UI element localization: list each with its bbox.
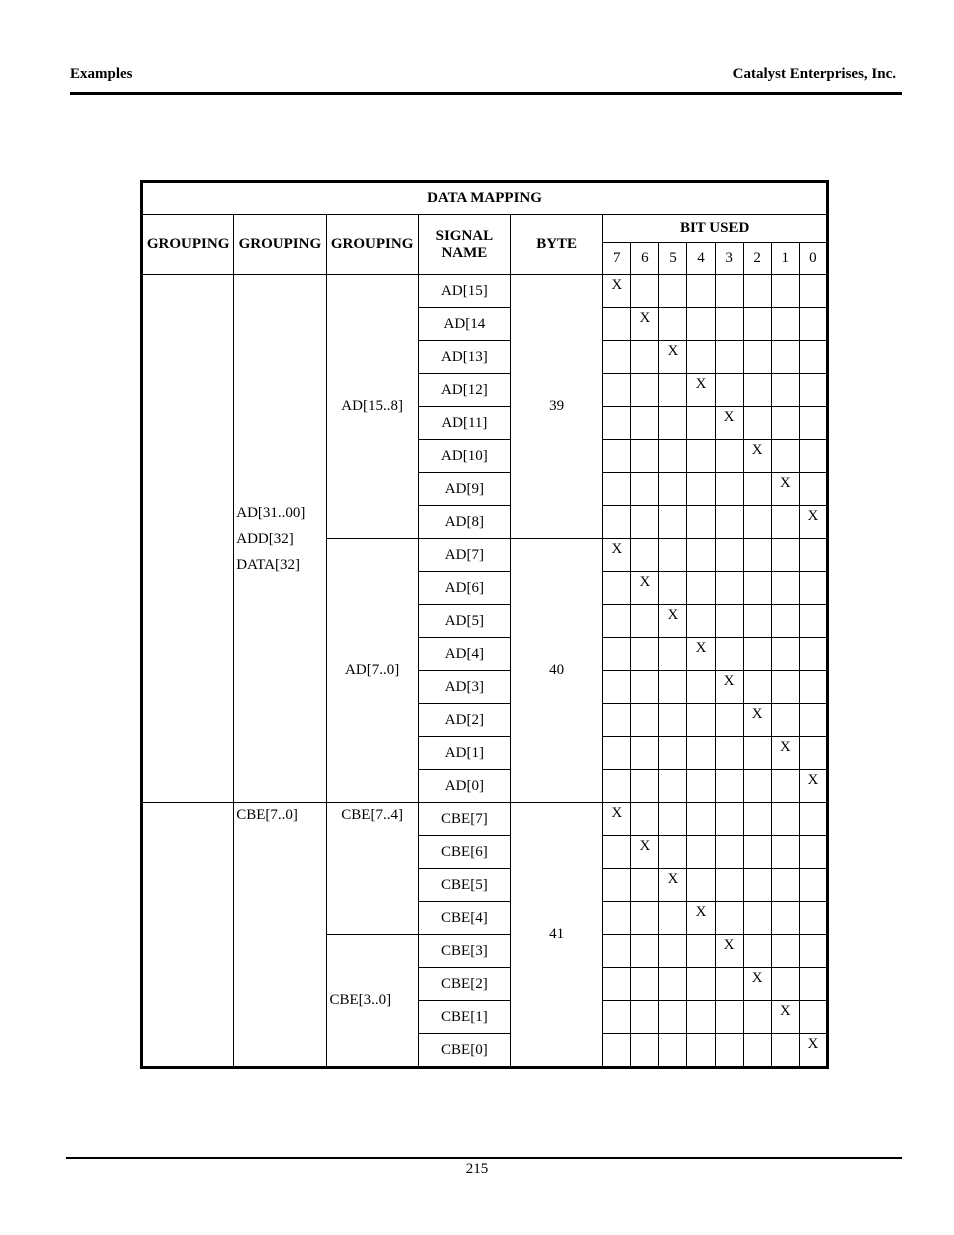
header-signal-name (418, 215, 510, 275)
bit-cell (743, 770, 771, 803)
bit-cell: X (743, 704, 771, 737)
bit-cell (631, 737, 659, 770)
bit-cell (631, 968, 659, 1001)
bit-cell: X (799, 770, 827, 803)
byte-cell: 41 (511, 803, 603, 1068)
bit-cell (659, 737, 687, 770)
bit-cell: X (687, 638, 715, 671)
bit-cell: X (603, 539, 631, 572)
bit-cell (687, 704, 715, 737)
bit-cell: X (659, 341, 687, 374)
header-grouping-1: GROUPING (142, 215, 234, 275)
bit-cell (631, 506, 659, 539)
bit-cell (659, 1001, 687, 1034)
bit-cell (799, 638, 827, 671)
bit-cell (631, 803, 659, 836)
header-grouping-3: GROUPING (326, 215, 418, 275)
bit-cell (603, 308, 631, 341)
bit-cell (603, 836, 631, 869)
signal-name-cell: AD[10] (418, 440, 510, 473)
bit-cell (771, 935, 799, 968)
bit-cell (631, 605, 659, 638)
bit-cell (631, 1001, 659, 1034)
bit-cell (799, 275, 827, 308)
bit-cell (687, 1001, 715, 1034)
bit-cell (771, 638, 799, 671)
bit-cell (687, 506, 715, 539)
bit-cell (799, 1001, 827, 1034)
bit-cell (631, 473, 659, 506)
bit-cell (659, 803, 687, 836)
bit-cell (743, 638, 771, 671)
bit-cell (715, 737, 743, 770)
bit-cell (603, 968, 631, 1001)
bit-cell (799, 968, 827, 1001)
signal-name-cell: AD[4] (418, 638, 510, 671)
signal-name-cell: CBE[2] (418, 968, 510, 1001)
page-number: 215 (465, 1161, 489, 1177)
bit-cell (603, 440, 631, 473)
bit-cell: X (687, 902, 715, 935)
grouping-2-ad (234, 275, 326, 803)
grouping-3-cell: CBE[3..0] (326, 935, 418, 1068)
bit-cell (715, 770, 743, 803)
bit-cell (771, 341, 799, 374)
bit-cell: X (603, 275, 631, 308)
bit-cell (687, 935, 715, 968)
bit-cell (687, 968, 715, 1001)
bit-cell (743, 836, 771, 869)
bit-cell (715, 836, 743, 869)
signal-name-cell: AD[14 (418, 308, 510, 341)
bit-cell (799, 473, 827, 506)
bit-cell: X (799, 1034, 827, 1068)
bit-cell: X (659, 605, 687, 638)
bit-cell (687, 1034, 715, 1068)
bit-cell (799, 902, 827, 935)
signal-name-cell: AD[1] (418, 737, 510, 770)
bit-cell (687, 407, 715, 440)
bit-cell (743, 275, 771, 308)
bit-cell (659, 836, 687, 869)
bit-cell (743, 605, 771, 638)
bit-cell (603, 935, 631, 968)
bit-cell (659, 968, 687, 1001)
bit-cell (799, 407, 827, 440)
bit-cell (687, 737, 715, 770)
bit-cell (659, 638, 687, 671)
bit-cell (743, 539, 771, 572)
grouping-2-ad-line: AD[31..00] (236, 504, 306, 521)
grouping-2-ad-line: ADD[32] (236, 530, 294, 547)
bit-cell (603, 671, 631, 704)
bit-cell (631, 341, 659, 374)
bit-cell (687, 836, 715, 869)
signal-name-cell: CBE[0] (418, 1034, 510, 1068)
grouping-1-cell (142, 803, 234, 1068)
bit-cell (715, 803, 743, 836)
bit-cell (715, 704, 743, 737)
bit-cell (743, 803, 771, 836)
bit-cell (715, 1034, 743, 1068)
signal-name-cell: AD[7] (418, 539, 510, 572)
signal-name-cell: CBE[7] (418, 803, 510, 836)
bit-cell (771, 803, 799, 836)
signal-name-cell: CBE[3] (418, 935, 510, 968)
bit-cell (771, 704, 799, 737)
bit-cell (715, 968, 743, 1001)
bit-cell (743, 671, 771, 704)
bit-cell: X (771, 473, 799, 506)
bit-cell: X (631, 572, 659, 605)
bit-cell (687, 671, 715, 704)
bit-cell (799, 539, 827, 572)
signal-name-cell: CBE[4] (418, 902, 510, 935)
table-row (142, 275, 828, 308)
bit-cell (771, 539, 799, 572)
table-row (142, 803, 828, 836)
bit-cell (743, 1001, 771, 1034)
bit-cell: X (715, 935, 743, 968)
bit-cell (631, 539, 659, 572)
bit-cell (743, 869, 771, 902)
bit-cell (687, 572, 715, 605)
bit-cell (659, 407, 687, 440)
bit-header-2: 2 (743, 243, 771, 275)
bit-cell (603, 1034, 631, 1068)
signal-name-cell: AD[6] (418, 572, 510, 605)
bit-cell (771, 770, 799, 803)
signal-name-cell: AD[0] (418, 770, 510, 803)
bit-cell (743, 407, 771, 440)
bit-cell (715, 539, 743, 572)
bit-cell (603, 737, 631, 770)
signal-name-cell: CBE[6] (418, 836, 510, 869)
bit-cell (743, 341, 771, 374)
bit-cell: X (771, 1001, 799, 1034)
bit-cell (715, 869, 743, 902)
table-title: DATA MAPPING (142, 182, 828, 215)
bit-cell (687, 605, 715, 638)
bit-cell (631, 440, 659, 473)
signal-name-cell: AD[12] (418, 374, 510, 407)
bit-cell (799, 572, 827, 605)
bit-cell (771, 308, 799, 341)
bit-cell: X (715, 407, 743, 440)
bit-cell (631, 407, 659, 440)
bit-cell (659, 308, 687, 341)
bit-cell: X (659, 869, 687, 902)
signal-name-cell: AD[11] (418, 407, 510, 440)
bit-header-3: 3 (715, 243, 743, 275)
bit-cell (715, 605, 743, 638)
bit-cell (771, 1034, 799, 1068)
bit-cell (603, 572, 631, 605)
bit-cell (715, 440, 743, 473)
bit-header-6: 6 (631, 243, 659, 275)
bit-cell (799, 737, 827, 770)
bit-cell (799, 440, 827, 473)
bit-cell (603, 770, 631, 803)
bit-cell (659, 770, 687, 803)
signal-name-cell: CBE[1] (418, 1001, 510, 1034)
bit-cell (715, 374, 743, 407)
signal-name-cell: AD[2] (418, 704, 510, 737)
bit-cell (659, 374, 687, 407)
bit-cell (771, 572, 799, 605)
bit-cell (771, 506, 799, 539)
bit-cell (631, 638, 659, 671)
grouping-2-ad-line: DATA[32] (236, 556, 301, 573)
bit-cell (715, 275, 743, 308)
bit-cell (799, 836, 827, 869)
bit-header-4: 4 (687, 243, 715, 275)
header-company-name: Catalyst Enterprises, Inc. (732, 66, 896, 82)
header-bit-used: BIT USED (603, 215, 828, 243)
data-mapping-table (140, 180, 829, 1069)
grouping-3-cell: AD[15..8] (326, 275, 418, 539)
bit-cell (659, 1034, 687, 1068)
bit-cell (743, 737, 771, 770)
bit-cell (799, 704, 827, 737)
bit-cell (603, 473, 631, 506)
bit-cell: X (631, 836, 659, 869)
bit-cell (799, 869, 827, 902)
bit-cell (631, 671, 659, 704)
bit-cell (687, 869, 715, 902)
bit-cell (743, 473, 771, 506)
bit-cell (771, 968, 799, 1001)
bit-cell (715, 308, 743, 341)
bit-cell (687, 803, 715, 836)
bit-header-1: 1 (771, 243, 799, 275)
bit-cell (715, 572, 743, 605)
bit-cell (659, 506, 687, 539)
signal-name-cell: AD[15] (418, 275, 510, 308)
bit-cell (631, 869, 659, 902)
header-grouping-2: GROUPING (234, 215, 326, 275)
grouping-3-cell: AD[7..0] (326, 539, 418, 803)
bit-cell: X (687, 374, 715, 407)
bit-cell (631, 275, 659, 308)
bit-cell: X (603, 803, 631, 836)
bit-cell (603, 407, 631, 440)
bit-cell (799, 308, 827, 341)
bit-cell (687, 275, 715, 308)
bit-cell (659, 473, 687, 506)
grouping-3-cell: CBE[7..4] (326, 803, 418, 935)
signal-name-cell: AD[3] (418, 671, 510, 704)
bit-cell (799, 605, 827, 638)
bit-cell (743, 506, 771, 539)
bit-cell (659, 572, 687, 605)
bit-cell (799, 935, 827, 968)
bit-cell (603, 869, 631, 902)
bit-cell (603, 704, 631, 737)
signal-name-cell: AD[13] (418, 341, 510, 374)
bit-cell (603, 506, 631, 539)
bit-cell (687, 308, 715, 341)
bit-cell (687, 440, 715, 473)
bit-cell (687, 341, 715, 374)
bit-cell (603, 1001, 631, 1034)
bit-cell: X (799, 506, 827, 539)
bit-cell (715, 473, 743, 506)
byte-cell: 39 (511, 275, 603, 539)
bit-header-7: 7 (603, 243, 631, 275)
bit-cell: X (631, 308, 659, 341)
bit-cell (743, 902, 771, 935)
bit-cell (771, 440, 799, 473)
footer-rule (66, 1157, 902, 1159)
bit-cell (771, 836, 799, 869)
bit-cell: X (771, 737, 799, 770)
bit-cell (799, 803, 827, 836)
bit-cell (743, 572, 771, 605)
bit-cell: X (715, 671, 743, 704)
bit-cell (631, 935, 659, 968)
bit-cell (715, 506, 743, 539)
bit-cell (743, 374, 771, 407)
bit-cell (771, 605, 799, 638)
header-signal-line-1: SIGNAL (435, 227, 494, 244)
bit-cell (771, 275, 799, 308)
bit-cell (631, 902, 659, 935)
bit-cell (715, 1001, 743, 1034)
bit-cell: X (743, 968, 771, 1001)
header-signal-line-2: NAME (441, 244, 488, 261)
signal-name-cell: CBE[5] (418, 869, 510, 902)
bit-header-5: 5 (659, 243, 687, 275)
bit-cell (743, 935, 771, 968)
bit-cell (715, 638, 743, 671)
bit-cell (659, 902, 687, 935)
bit-cell (659, 275, 687, 308)
bit-cell (659, 440, 687, 473)
bit-cell (687, 770, 715, 803)
bit-cell (771, 407, 799, 440)
bit-cell (659, 671, 687, 704)
bit-cell (799, 671, 827, 704)
bit-cell (771, 869, 799, 902)
bit-cell (631, 374, 659, 407)
bit-cell (687, 539, 715, 572)
bit-cell (715, 902, 743, 935)
bit-cell (659, 704, 687, 737)
bit-cell (743, 1034, 771, 1068)
bit-cell (631, 770, 659, 803)
bit-cell (771, 374, 799, 407)
bit-cell (771, 902, 799, 935)
bit-cell: X (743, 440, 771, 473)
bit-cell (743, 308, 771, 341)
header-byte: BYTE (511, 215, 603, 275)
bit-cell (603, 605, 631, 638)
bit-cell (631, 1034, 659, 1068)
grouping-1-cell (142, 275, 234, 803)
byte-cell: 40 (511, 539, 603, 803)
signal-name-cell: AD[9] (418, 473, 510, 506)
signal-name-cell: AD[8] (418, 506, 510, 539)
header-section-title: Examples (70, 66, 133, 82)
bit-cell (799, 374, 827, 407)
bit-cell (659, 539, 687, 572)
bit-cell (687, 473, 715, 506)
bit-cell (631, 704, 659, 737)
bit-cell (603, 341, 631, 374)
header-rule (70, 92, 902, 95)
grouping-2-cbe: CBE[7..0] (234, 803, 326, 1068)
bit-header-0: 0 (799, 243, 827, 275)
bit-cell (771, 671, 799, 704)
bit-cell (659, 935, 687, 968)
bit-cell (603, 374, 631, 407)
bit-cell (603, 638, 631, 671)
bit-cell (799, 341, 827, 374)
bit-cell (715, 341, 743, 374)
bit-cell (603, 902, 631, 935)
signal-name-cell: AD[5] (418, 605, 510, 638)
